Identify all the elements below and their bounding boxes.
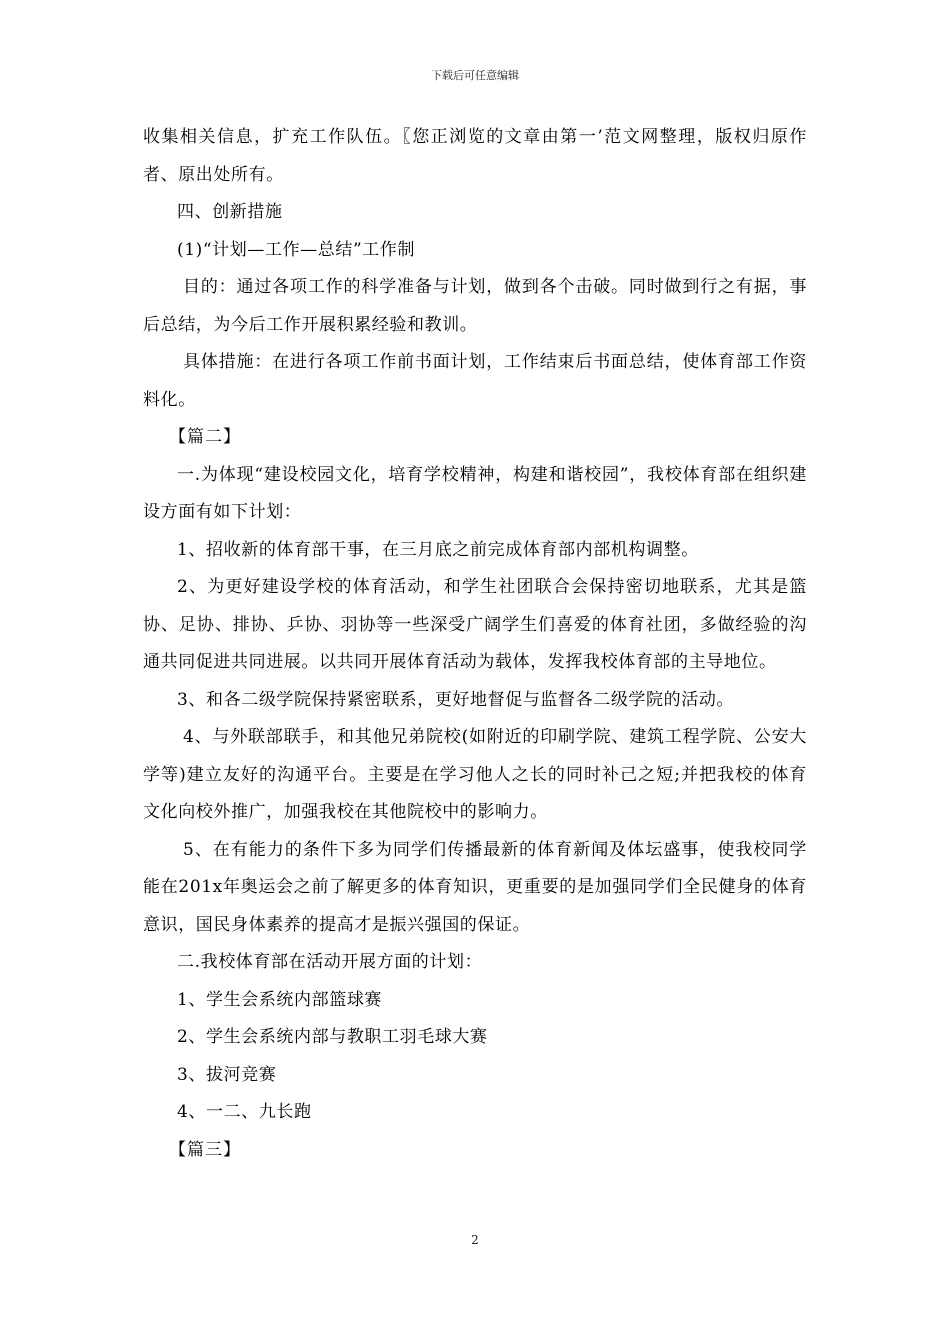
paragraph-continuation: 收集相关信息，扩充工作队伍。〖您正浏览的文章由第一’范文网整理，版权归原作者、原出处所有。 [143, 127, 807, 185]
list-item-1: 1、招收新的体育部干事，在三月底之前完成体育部内部机构调整。 [177, 539, 699, 560]
page-number: 2 [471, 1233, 479, 1247]
section-title-part-three: 【篇三】 [169, 1139, 241, 1160]
page-header: 下载后可任意编辑 [431, 69, 519, 82]
document-body [143, 119, 807, 1169]
list-item-2: 2、为更好建设学校的体育活动，和学生社团联合会保持密切地联系，尤其是篮协、足协、排协、乒协、羽协等一些深受广阔学生们喜爱的体育社团，多做经验的沟通共同促进共同进展。以共同开展体育活动为载体，发挥我校体育部的主导地位。 [143, 577, 807, 672]
list-item-5: 5、在有能力的条件下多为同学们传播最新的体育新闻及体坛盛事，使我校同学能在201x年奥运会之前了解更多的体育知识，更重要的是加强同学们全民健身的体育意识，国民身体素养的提高才是振兴强国的保证。 [143, 839, 807, 935]
paragraph-purpose: 目的：通过各项工作的科学准备与计划，做到各个击破。同时做到行之有据，事后总结，为今后工作开展积累经验和教训。 [143, 277, 807, 335]
activity-item-4: 4、一二、九长跑 [177, 1102, 312, 1122]
paragraph-measures: 具体措施：在进行各项工作前书面计划，工作结束后书面总结，使体育部工作资料化。 [143, 352, 807, 410]
list-item-3: 3、和各二级学院保持紧密联系，更好地督促与监督各二级学院的活动。 [177, 689, 735, 710]
subheading-workflow: (1)“计划—工作—总结”工作制 [177, 239, 416, 260]
section-title-part-two: 【篇二】 [169, 427, 241, 447]
section-heading-innovation: 四、创新措施 [177, 202, 283, 222]
list-item-4: 4、与外联部联手，和其他兄弟院校(如附近的印刷学院、建筑工程学院、公安大学等)建立友好的沟通平台。主要是在学习他人之长的同时补己之短;并把我校的体育文化向校外推广，加强我校在其他院校中的影响力。 [143, 727, 807, 822]
activity-item-1: 1、学生会系统内部篮球赛 [177, 989, 383, 1010]
paragraph-activity-plan: 二.我校体育部在活动开展方面的计划： [177, 952, 483, 972]
activity-item-3: 3、拔河竞赛 [177, 1064, 277, 1085]
activity-item-2: 2、学生会系统内部与教职工羽毛球大赛 [177, 1027, 488, 1047]
paragraph-organization-plan: 一.为体现“建设校园文化，培育学校精神，构建和谐校园”，我校体育部在组织建设方面有如下计划： [143, 464, 807, 522]
